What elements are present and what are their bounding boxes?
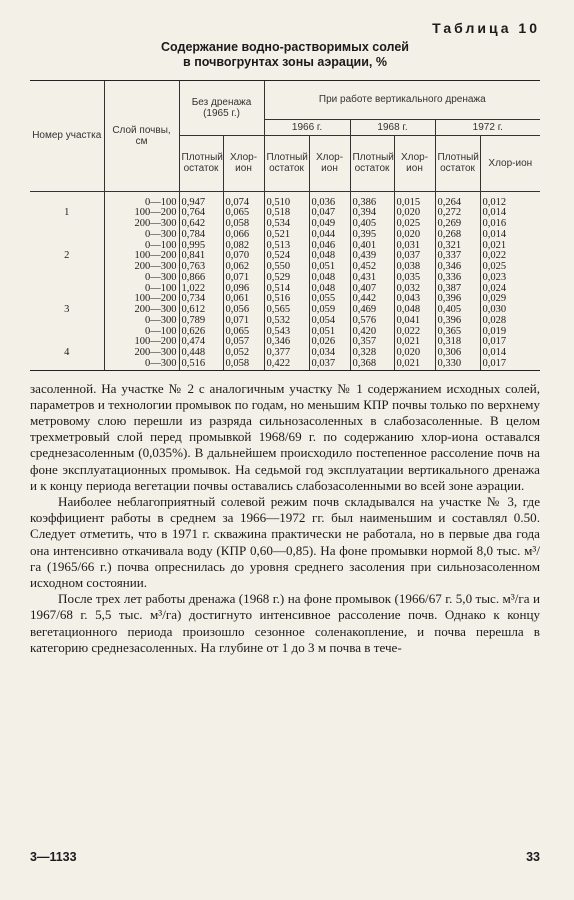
table-label: Таблица 10 [432, 20, 540, 36]
cell-value: 0,474 [179, 337, 223, 348]
cell-value: 0,021 [482, 239, 507, 251]
cell-value: 0,028 [482, 314, 507, 326]
salt-content-table [30, 81, 540, 370]
cell-value: 0,020 [394, 348, 435, 359]
cell-value: 0,422 [264, 359, 309, 370]
cell-value: 0,524 [264, 251, 309, 262]
table-row [30, 359, 540, 370]
cell-value: 0,065 [223, 327, 264, 338]
cell-value: 0,330 [435, 359, 480, 370]
cell-site [30, 316, 104, 327]
header-dense-residue: Плотный остаток [435, 135, 480, 191]
cell-layer: 200—300 [104, 348, 179, 359]
cell-value: 0,565 [264, 305, 309, 316]
cell-layer: 0—300 [104, 316, 179, 327]
cell-value: 0,513 [264, 241, 309, 252]
cell-value: 0,024 [482, 282, 507, 294]
cell-value: 0,065 [223, 208, 264, 219]
cell-value: 0,031 [394, 241, 435, 252]
cell-layer: 0—100 [104, 327, 179, 338]
cell-value: 0,532 [264, 316, 309, 327]
cell-site: 4 [30, 348, 104, 359]
cell-value: 0,321 [435, 241, 480, 252]
cell-value: 0,025 [482, 261, 507, 272]
cell-value: 0,396 [435, 316, 480, 327]
cell-value: 0,448 [179, 348, 223, 359]
cell-value: 0,789 [179, 316, 223, 327]
cell-value: 0,032 [394, 284, 435, 295]
table-row [30, 191, 540, 208]
cell-value: 0,022 [394, 327, 435, 338]
cell-site [30, 262, 104, 273]
header-chlorine-ion: Хлор-ион [223, 135, 264, 191]
cell-value: 0,034 [309, 348, 350, 359]
cell-value: 0,469 [350, 305, 394, 316]
paragraph-1: засоленной. На участке № 2 с аналогичным участку № 1 содержанием исходных солей, параметров и технологии промывок по годам, но меньшим КПР почвы только по верхнему метровому слою перешли из разряда сильнозасоленных в слабозасоленные. В целом трехметровый слой перед промывкой 1968/69 г. по содержанию хлор-иона оставался среднезасоленным (0,035%). В дальнейшем происходило постепенное рассоление почв на фоне эксплуатационных промывок. На седьмой год эксплуатации вертикального дренажа и к концу периода вегетации почвы оставались слабозасоленными во всей зоне аэрации. [30, 380, 540, 493]
cell-value: 0,017 [482, 336, 507, 348]
cell-value: 0,037 [394, 251, 435, 262]
cell-value: 0,048 [394, 305, 435, 316]
cell-value: 0,764 [179, 208, 223, 219]
cell-value: 0,784 [179, 230, 223, 241]
cell-value: 0,516 [179, 359, 223, 370]
printer-signature: 3—1133 [30, 850, 77, 864]
cell-value: 0,514 [264, 284, 309, 295]
cell-site: 1 [30, 208, 104, 219]
cell-value: 0,021 [394, 337, 435, 348]
cell-value: 0,268 [435, 230, 480, 241]
cell-value: 0,401 [350, 241, 394, 252]
cell-value: 0,405 [435, 305, 480, 316]
header-layer: Слой почвы, см [104, 81, 179, 191]
cell-value: 0,642 [179, 219, 223, 230]
cell-layer: 100—200 [104, 337, 179, 348]
cell-value: 0,405 [350, 219, 394, 230]
cell-value: 0,023 [482, 271, 507, 283]
cell-value: 0,306 [435, 348, 480, 359]
cell-value: 0,066 [223, 230, 264, 241]
cell-value: 0,074 [223, 191, 264, 208]
header-chlorine-ion: Хлор-ион [394, 135, 435, 191]
cell-value: 0,029 [482, 293, 507, 305]
cell-value: 0,947 [179, 191, 223, 208]
page [30, 20, 540, 656]
caption-line-2: в почвогрунтах зоны аэрации, % [183, 55, 387, 69]
cell-value: 0,022 [482, 250, 507, 262]
cell-layer: 0—100 [104, 191, 179, 208]
cell-value: 0,071 [223, 273, 264, 284]
page-number: 33 [526, 850, 540, 864]
cell-value: 0,395 [350, 230, 394, 241]
cell-value: 0,534 [264, 219, 309, 230]
table-caption [30, 40, 540, 70]
cell-value: 0,377 [264, 348, 309, 359]
cell-site [30, 284, 104, 295]
cell-site [30, 219, 104, 230]
table-bottom-rule [30, 370, 540, 371]
cell-value: 0,054 [309, 316, 350, 327]
header-chlorine-ion: Хлор-ион [480, 135, 540, 191]
header-dense-residue: Плотный остаток [350, 135, 394, 191]
cell-value: 0,866 [179, 273, 223, 284]
cell-layer: 200—300 [104, 305, 179, 316]
cell-value: 0,328 [350, 348, 394, 359]
cell-value: 0,543 [264, 327, 309, 338]
cell-value: 0,550 [264, 262, 309, 273]
cell-layer: 0—300 [104, 230, 179, 241]
cell-value: 0,365 [435, 327, 480, 338]
cell-value: 0,368 [350, 359, 394, 370]
cell-value: 0,576 [350, 316, 394, 327]
cell-site [30, 273, 104, 284]
cell-value: 0,021 [394, 359, 435, 370]
cell-value: 0,082 [223, 241, 264, 252]
cell-site [30, 230, 104, 241]
cell-value: 0,041 [394, 316, 435, 327]
cell-value: 0,049 [309, 219, 350, 230]
cell-layer: 100—200 [104, 294, 179, 305]
cell-value: 0,043 [394, 294, 435, 305]
cell-value: 0,272 [435, 208, 480, 219]
cell-value: 0,734 [179, 294, 223, 305]
caption-line-1: Содержание водно-растворимых солей [161, 40, 409, 54]
table-row [30, 230, 540, 241]
cell-value: 0,044 [309, 230, 350, 241]
cell-value: 0,431 [350, 273, 394, 284]
cell-layer: 0—300 [104, 359, 179, 370]
header-year-1972: 1972 г. [435, 119, 540, 135]
cell-value: 0,017 [482, 357, 507, 369]
cell-value: 0,055 [309, 294, 350, 305]
cell-value: 0,386 [350, 191, 394, 208]
cell-value: 0,014 [482, 228, 507, 240]
table-row [30, 316, 540, 327]
cell-value: 0,051 [309, 327, 350, 338]
header-dense-residue: Плотный остаток [264, 135, 309, 191]
cell-value: 0,439 [350, 251, 394, 262]
cell-site: 3 [30, 305, 104, 316]
cell-value: 0,019 [482, 325, 507, 337]
cell-value: 0,016 [482, 218, 507, 229]
cell-value: 0,529 [264, 273, 309, 284]
cell-value: 0,048 [309, 284, 350, 295]
cell-value: 0,510 [264, 191, 309, 208]
cell-value: 0,318 [435, 337, 480, 348]
table-body [30, 191, 540, 370]
cell-value: 0,396 [435, 294, 480, 305]
header-year-1968: 1968 г. [350, 119, 435, 135]
paragraph-3: После трех лет работы дренажа (1968 г.) на фоне промывок (1966/67 г. 5,0 тыс. м³/га и 1967/68 г. 5,5 тыс. м³/га) достигнуто интенсивное рассоление почв. Однако к концу вегетационного периода произошло сезонное соленакопление, и почва перешла в категорию среднезасоленных. На глубине от 1 до 3 м почва в тече- [30, 591, 540, 655]
cell-value: 0,518 [264, 208, 309, 219]
cell-value: 0,046 [309, 241, 350, 252]
cell-layer: 200—300 [104, 262, 179, 273]
cell-value: 0,269 [435, 219, 480, 230]
cell-value: 0,763 [179, 262, 223, 273]
cell-value: 0,025 [394, 219, 435, 230]
cell-layer: 100—200 [104, 251, 179, 262]
cell-value: 0,058 [223, 359, 264, 370]
cell-value: 0,062 [223, 262, 264, 273]
cell-value: 0,051 [309, 262, 350, 273]
cell-value: 0,058 [223, 219, 264, 230]
cell-value: 0,442 [350, 294, 394, 305]
cell-value: 0,346 [435, 262, 480, 273]
header-with-drain: При работе вертикального дренажа [264, 81, 540, 119]
cell-value: 0,995 [179, 241, 223, 252]
cell-value: 0,036 [309, 191, 350, 208]
cell-value: 0,420 [350, 327, 394, 338]
cell-value: 0,071 [223, 316, 264, 327]
body-text [30, 381, 540, 656]
header-dense-residue: Плотный остаток [179, 135, 223, 191]
cell-site: 2 [30, 251, 104, 262]
cell-value: 0,014 [482, 207, 507, 219]
cell-value: 0,020 [394, 208, 435, 219]
header-site: Номер участка [30, 81, 104, 191]
cell-value: 0,336 [435, 273, 480, 284]
cell-layer: 0—100 [104, 284, 179, 295]
cell-value: 0,030 [482, 304, 507, 315]
cell-value: 0,037 [309, 359, 350, 370]
cell-value: 0,337 [435, 251, 480, 262]
header-year-1966: 1966 г. [264, 119, 350, 135]
cell-value: 0,264 [435, 191, 480, 208]
header-no-drain: Без дренажа (1965 г.) [179, 81, 264, 135]
cell-value: 0,047 [309, 208, 350, 219]
cell-value: 0,048 [309, 273, 350, 284]
cell-value: 0,387 [435, 284, 480, 295]
cell-layer: 200—300 [104, 219, 179, 230]
cell-site [30, 327, 104, 338]
cell-value: 0,057 [223, 337, 264, 348]
cell-site [30, 191, 104, 208]
cell-value: 0,841 [179, 251, 223, 262]
cell-value: 0,035 [394, 273, 435, 284]
cell-value: 0,052 [223, 348, 264, 359]
paragraph-2: Наиболее неблагоприятный солевой режим почв складывался на участке № 3, где коэффициент работы в среднем за 1966—1972 гг. был наименьшим и составлял 0.50. Следует отметить, что в 1971 г. скважина практически не работала, но в первые два года она интенсивно откачивала воду (КПР 0,60—0,85). На фоне промывки нормой 8,0 тыс. м³/га (1965/66 г.) почва опреснилась до уровня среднего засоления при сильнозасоленном исходном состоянии. [30, 493, 540, 590]
cell-value: 0,026 [309, 337, 350, 348]
table-row [30, 273, 540, 284]
cell-value: 0,516 [264, 294, 309, 305]
cell-value: 0,014 [482, 347, 507, 358]
cell-value: 0,521 [264, 230, 309, 241]
cell-value: 0,407 [350, 284, 394, 295]
cell-site [30, 359, 104, 370]
cell-value: 0,020 [394, 230, 435, 241]
cell-value: 0,452 [350, 262, 394, 273]
cell-layer: 100—200 [104, 208, 179, 219]
cell-value: 0,626 [179, 327, 223, 338]
cell-layer: 0—100 [104, 241, 179, 252]
cell-value: 0,357 [350, 337, 394, 348]
cell-value: 0,612 [179, 305, 223, 316]
cell-value: 0,394 [350, 208, 394, 219]
salt-table [30, 80, 540, 371]
cell-layer: 0—300 [104, 273, 179, 284]
cell-value: 0,015 [394, 191, 435, 208]
cell-value: 1,022 [179, 284, 223, 295]
cell-value: 0,038 [394, 262, 435, 273]
cell-value: 0,061 [223, 294, 264, 305]
header-chlorine-ion: Хлор-ион [309, 135, 350, 191]
cell-value: 0,070 [223, 251, 264, 262]
cell-value: 0,012 [482, 196, 507, 208]
cell-value: 0,059 [309, 305, 350, 316]
cell-value: 0,096 [223, 284, 264, 295]
cell-value: 0,048 [309, 251, 350, 262]
cell-value: 0,056 [223, 305, 264, 316]
cell-value: 0,346 [264, 337, 309, 348]
